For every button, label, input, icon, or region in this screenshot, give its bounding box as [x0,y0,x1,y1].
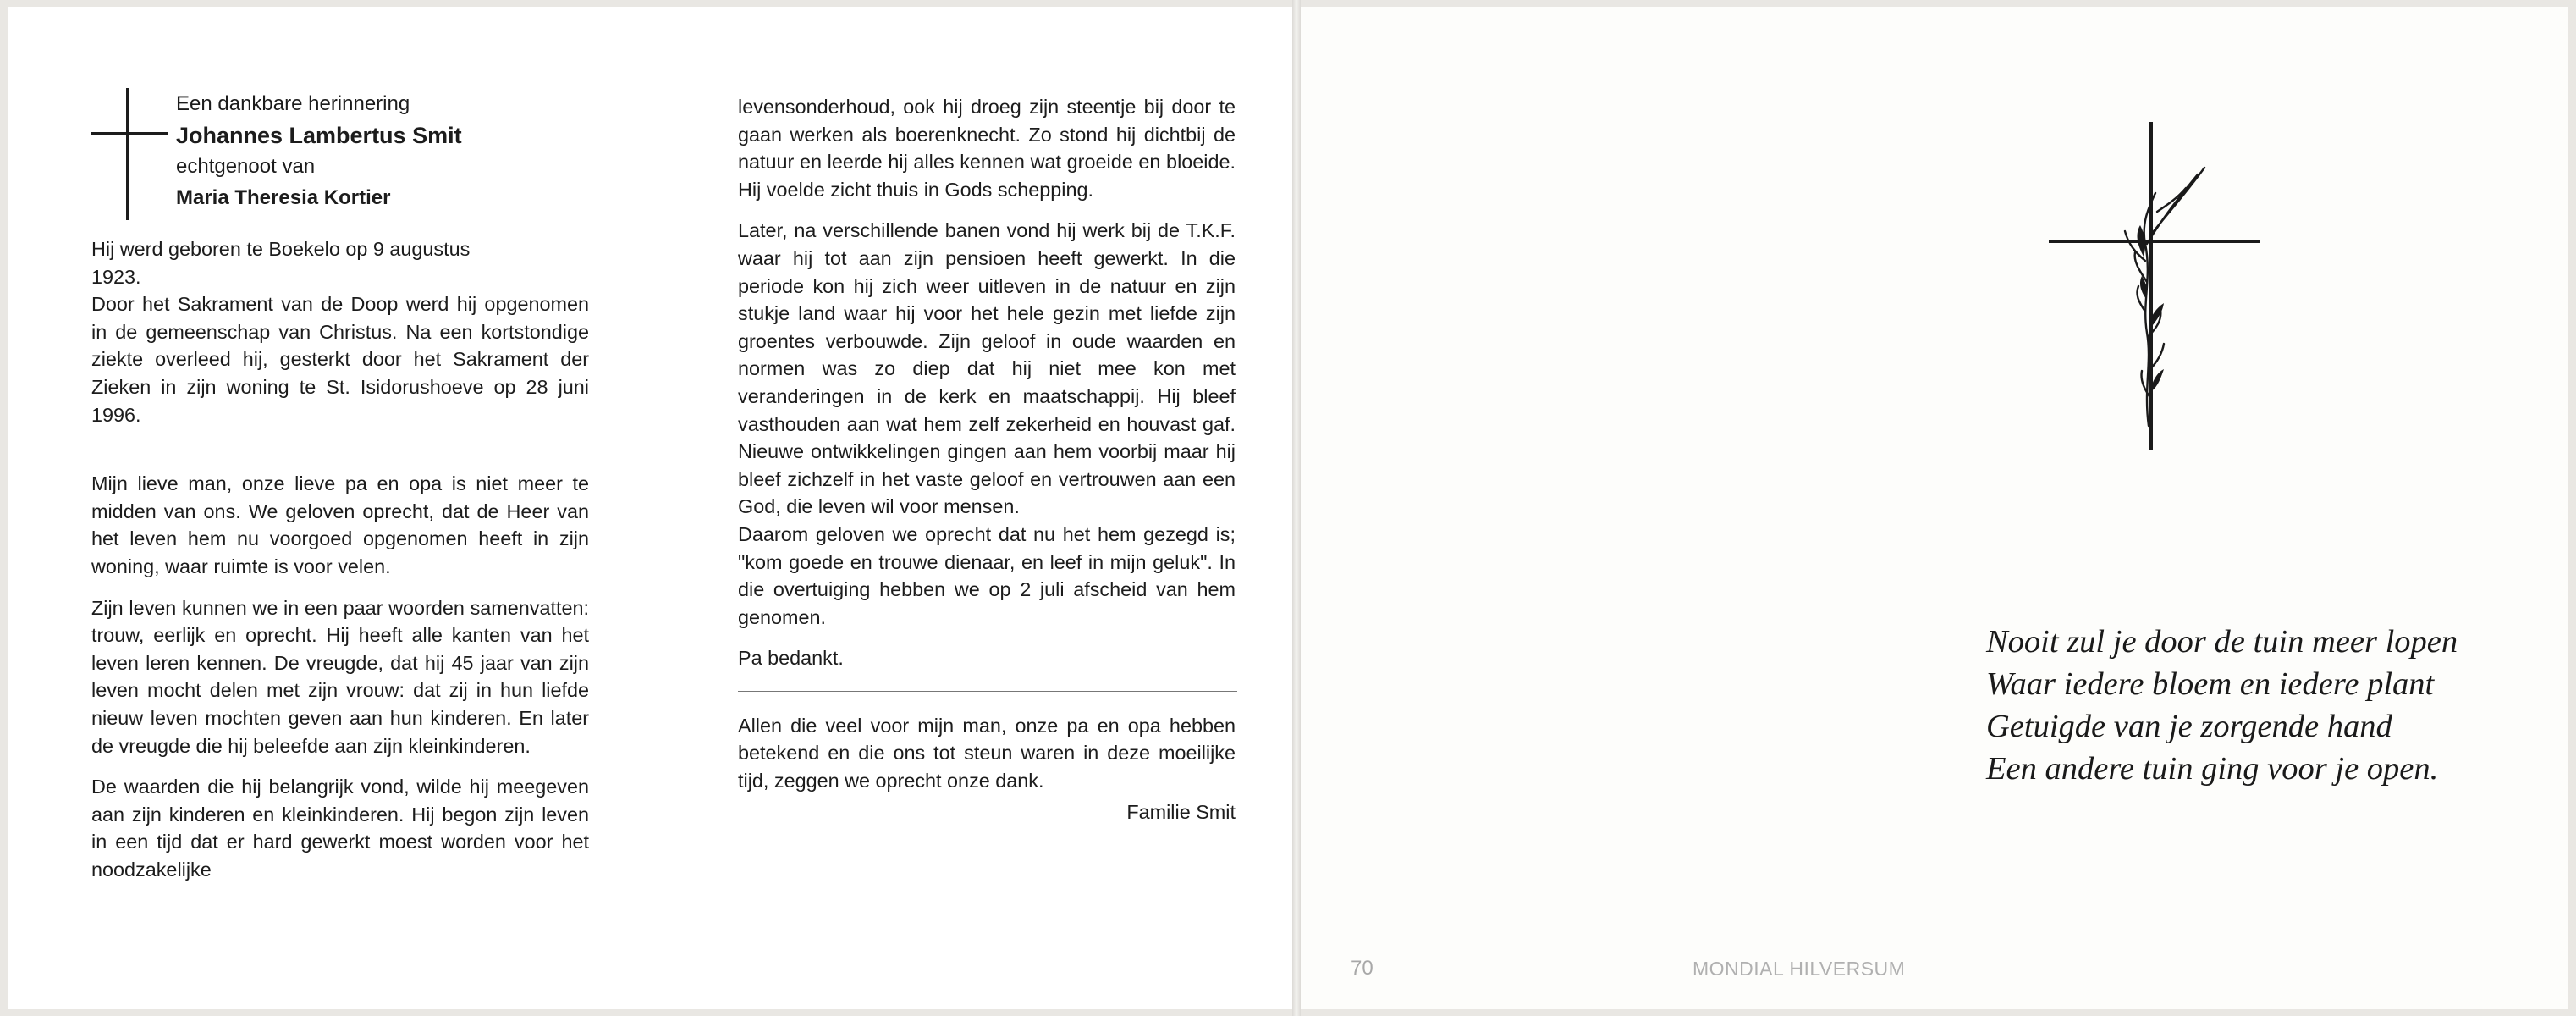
family-signature: Familie Smit [1126,800,1236,823]
card-right-page [1301,7,2568,1009]
spouse-label: echtgenoot van [176,155,316,178]
paragraph-thanks-father: Pa bedankt. [738,647,844,670]
poem-line: Een andere tuin ging voor je open. [1986,751,2439,787]
cross-with-branch-icon [2044,117,2272,456]
paragraph-work-nature: levensonderhoud, ook hij droeg zijn steentje bij door te gaan werken als boerenknecht. Zo stond hij dichtbij de natuur en leerde hij alles kennen wat groeide en bloeide. Hij voelde zicht thuis in Gods schepping. [738,96,1236,201]
poem-line: Nooit zul je door de tuin meer lopen [1986,624,2458,660]
card-number: 70 [1351,957,1373,980]
text-column-2 [738,93,1236,826]
paragraph-gratitude: Allen die veel voor mijn man, onze pa en opa hebben betekend en die ons tot steun waren in deze moeilijke tijd, zeggen we oprecht onze dank. [738,714,1236,792]
text-column-1 [91,235,589,897]
birth-year: 1923. [91,265,141,288]
poem-line: Waar iedere bloem en iedere plant [1986,666,2435,702]
card-fold [1292,0,1301,1016]
printer-brand: MONDIAL HILVERSUM [1693,958,1906,980]
header-intro: Een dankbare herinnering [176,92,410,115]
deceased-name: Johannes Lambertus Smit [176,123,462,148]
paragraph-life: Zijn leven kunnen we in een paar woorden samenvatten: trouw, eerlijk en oprecht. Hij heeft alle kanten van het leven leren kennen. De vreugde, dat hij 45 jaar van zijn leven mocht delen met zijn vrouw: dat zij in hun liefde nieuw leven mochten geven aan hun kinderen. En later de vreugde die hij beleefde aan zijn kleinkinderen. [91,596,589,757]
paragraph-values: De waarden die hij belangrijk vond, wilde hij meegeven aan zijn kinderen en kleinkinderen. Hij begon zijn leven in een tijd dat er hard gewerkt moest worden voor het noodzakelijke [91,776,589,881]
divider-long [738,691,1237,692]
paragraph-career: Later, na verschillende banen vond hij werk bij de T.K.F. waar hij tot aan zijn pensioen heeft gewerkt. In die periode kon hij zich weer uitleven in de natuur en zijn stukje land waar hij voor het hele gezin met liefde zijn groentes verbouwde. Zijn geloof in oude waarden en normen was zo diep dat hij niet mee kon met veranderingen in de kerk en maatschappij. Hij bleef vasthouden aan wat hem zelf zekerheid en houvast gaf. Nieuwe ontwikkelingen gingen aan hem voorbij maar hij bleef zichzelf in het vaste geloof en vertrouwen aan een God, die leven wil voor mensen. [738,219,1236,518]
paragraph-baptism: Door het Sakrament van de Doop werd hij opgenomen in de gemeenschap van Christus. Na een kortstondige ziekte overleed hij, gesterkt door het Sakrament der Zieken in zijn woning te St. Isidorushoeve op 28 juni 1996. [91,293,589,426]
paragraph-farewell: Daarom geloven we oprecht dat nu het hem gezegd is; "kom goede en trouwe dienaar, en leef in mijn geluk". In die overtuiging hebben we op 2 juli afscheid van hem genomen. [738,522,1236,628]
spouse-name: Maria Theresia Kortier [176,186,391,209]
cross-icon [91,88,168,220]
birth-line: Hij werd geboren te Boekelo op 9 augustus [91,238,471,260]
poem-line: Getuigde van je zorgende hand [1986,709,2392,744]
memorial-header [176,90,548,215]
memorial-poem [1986,621,2545,790]
paragraph-faith: Mijn lieve man, onze lieve pa en opa is niet meer te midden van ons. We geloven oprecht, dat de Heer van het leven hem nu voorgoed opgenomen heeft in zijn woning, waar ruimte is voor velen. [91,472,589,577]
